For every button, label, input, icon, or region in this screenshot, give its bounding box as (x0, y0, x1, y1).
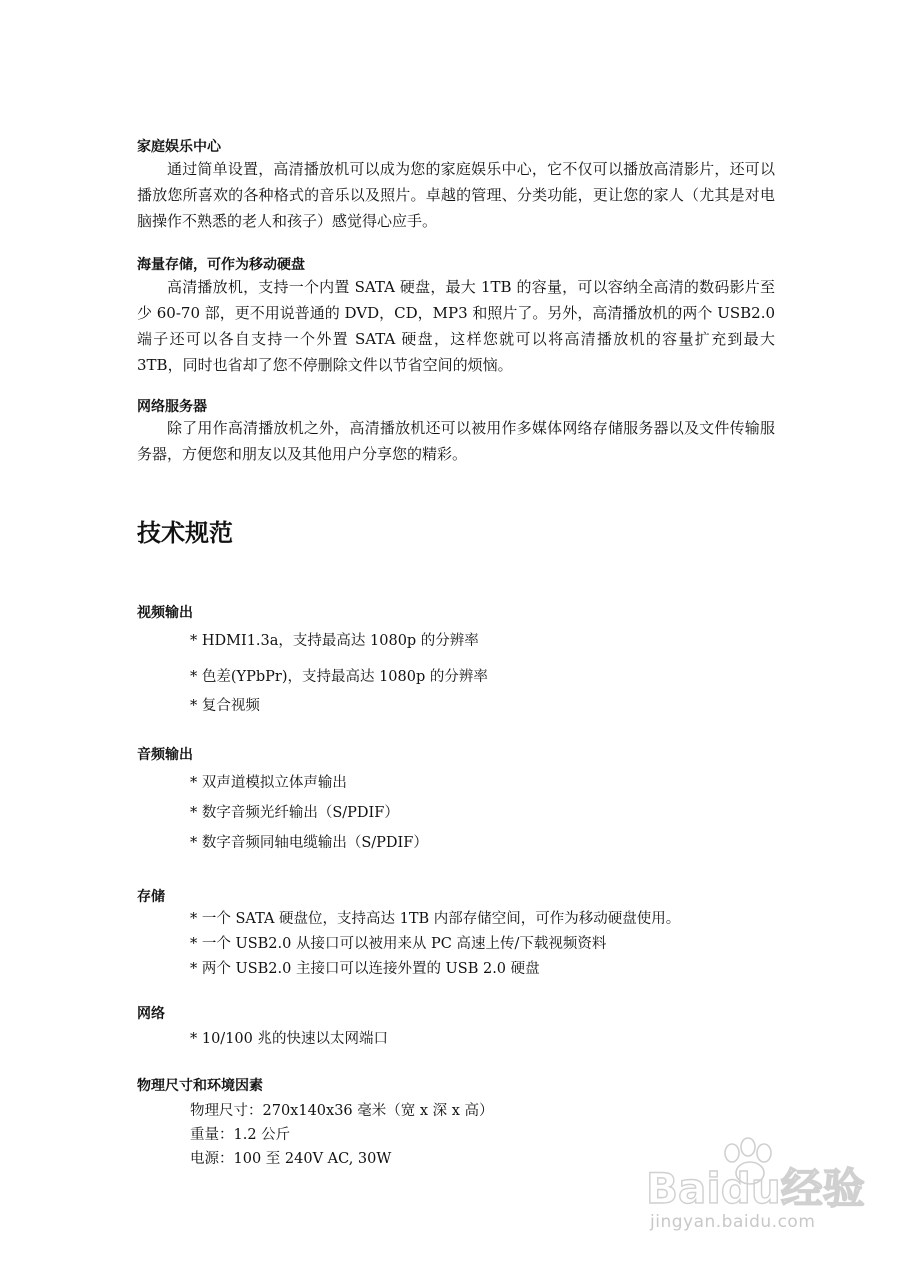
spec-storage-title: 存储 (137, 889, 165, 905)
spec-storage-item: * 一个 USB2.0 从接口可以被用来从 PC 高速上传/下载视频资料 (190, 936, 607, 952)
watermark-url: jingyan.baidu.com (650, 1212, 816, 1232)
spec-network-title: 网络 (137, 1006, 165, 1022)
section-title-network-server: 网络服务器 (137, 399, 207, 415)
spec-audio-item: * 双声道模拟立体声输出 (190, 775, 347, 791)
spec-video-title: 视频输出 (137, 605, 193, 621)
paragraph-home-entertainment: 通过简单设置，高清播放机可以成为您的家庭娱乐中心，它不仅可以播放高清影片，还可以播放您所喜欢的各种格式的音乐以及照片。卓越的管理、分类功能，更让您的家人（尤其是对电脑操作不熟悉的老人和孩子）感觉得心应手。 (137, 160, 775, 230)
spec-audio-item: * 数字音频同轴电缆输出（S/PDIF） (190, 835, 428, 851)
paragraph-network-server: 除了用作高清播放机之外，高清播放机还可以被用作多媒体网络存储服务器以及文件传输服务器，方便您和朋友以及其他用户分享您的精彩。 (137, 419, 775, 463)
spec-audio-title: 音频输出 (137, 747, 193, 763)
watermark-logo: Baidu经验 (646, 1164, 865, 1213)
spec-storage-item: * 两个 USB2.0 主接口可以连接外置的 USB 2.0 硬盘 (190, 961, 540, 977)
spec-video-item: * HDMI1.3a，支持最高达 1080p 的分辨率 (190, 633, 479, 649)
spec-storage-item: * 一个 SATA 硬盘位，支持高达 1TB 内部存储空间，可作为移动硬盘使用。 (190, 911, 681, 927)
spec-physical-item: 电源：100 至 240V AC, 30W (190, 1151, 392, 1167)
spec-physical-item: 物理尺寸：270x140x36 毫米（宽 x 深 x 高） (190, 1103, 494, 1119)
section-title-mass-storage: 海量存储，可作为移动硬盘 (137, 257, 305, 273)
spec-video-item: * 色差(YPbPr)，支持最高达 1080p 的分辨率 (190, 669, 488, 685)
spec-video-item: * 复合视频 (190, 698, 260, 714)
section-title-home-entertainment: 家庭娱乐中心 (137, 139, 221, 155)
spec-network-item: * 10/100 兆的快速以太网端口 (190, 1031, 388, 1047)
spec-heading: 技术规范 (137, 519, 233, 547)
spec-audio-item: * 数字音频光纤输出（S/PDIF） (190, 805, 399, 821)
spec-physical-item: 重量：1.2 公斤 (190, 1127, 291, 1143)
paragraph-mass-storage: 高清播放机，支持一个内置 SATA 硬盘，最大 1TB 的容量，可以容纳全高清的数码影片至少 60-70 部，更不用说普通的 DVD，CD，MP3 和照片了。另外，高清播放机的两个 USB2.0 端子还可以各自支持一个外置 SATA 硬盘，这样您就可以将高清播放机的容量扩充到最大 3TB，同时也省却了您不停删除文件以节省空间的烦恼。 (137, 278, 776, 374)
spec-physical-title: 物理尺寸和环境因素 (137, 1078, 263, 1094)
